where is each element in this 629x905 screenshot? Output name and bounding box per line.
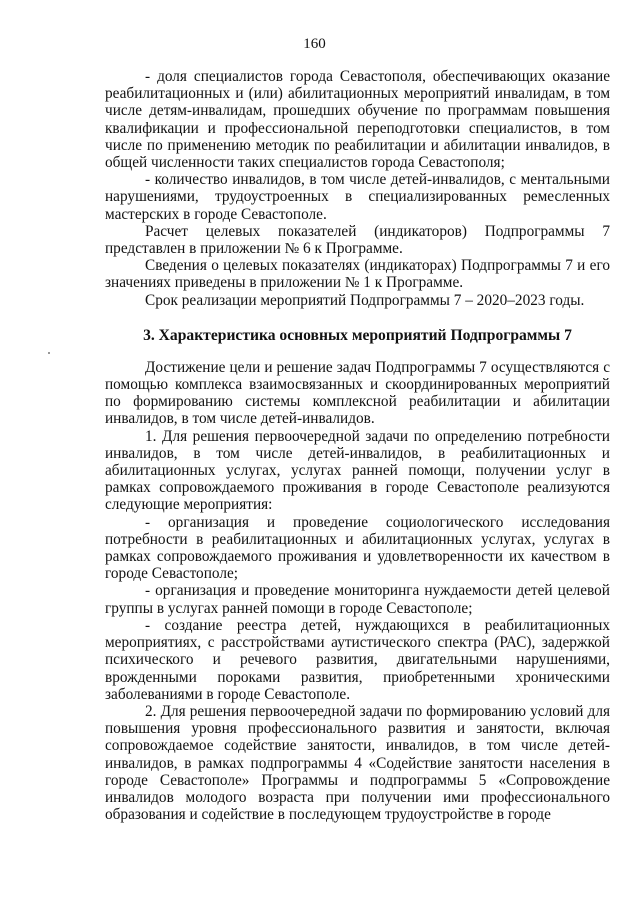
page-body xyxy=(105,68,610,823)
paragraph: - организация и проведение социологического исследования потребности в реабилитационных и абилитационных услугах, услугах в рамках сопровождаемого проживания и удовлетворенности их качеством в городе Севастополе; xyxy=(105,513,610,583)
paragraph: - организация и проведение мониторинга нуждаемости детей целевой группы в услугах ранней помощи в городе Севастополе; xyxy=(105,582,610,617)
page-number: 160 xyxy=(303,36,326,52)
paragraph: 1. Для решения первоочередной задачи по определению потребности инвалидов, в том числе детей-инвалидов, в реабилитационных и абилитационных услугах, услугах ранней помощи, получении услуг в рамках сопровождаемого проживания в городе Севастополе реализуются следующие мероприятия: xyxy=(105,427,610,514)
paragraph: Срок реализации мероприятий Подпрограммы 7 – 2020–2023 годы. xyxy=(145,291,585,309)
section-heading: 3. Характеристика основных мероприятий Подпрограммы 7 xyxy=(143,326,572,344)
paragraph: Сведения о целевых показателях (индикаторах) Подпрограммы 7 и его значениях приведены в приложении № 1 к Программе. xyxy=(105,257,610,292)
paragraph: - количество инвалидов, в том числе детей-инвалидов, с ментальными нарушениями, трудоустроенных в специализированных ремесленных мастерских в городе Севастополе. xyxy=(105,171,610,223)
paragraph: Достижение цели и решение задач Подпрограммы 7 осуществляются с помощью комплекса взаимосвязанных и скоординированных мероприятий по формированию системы комплексной реабилитации и абилитации инвалидов, в том числе детей-инвалидов. xyxy=(105,358,610,428)
paragraph: Расчет целевых показателей (индикаторов) Подпрограммы 7 представлен в приложении № 6 к Программе. xyxy=(105,222,610,258)
margin-mark xyxy=(48,352,50,354)
paragraph: - создание реестра детей, нуждающихся в реабилитационных мероприятиях, с расстройствами аутистического спектра (РАС), задержкой психического и речевого развития, двигательными нарушениями, врожденными пороками развития, приобретенными хроническими заболеваниями в городе Севастополе. xyxy=(105,616,610,703)
paragraph: 2. Для решения первоочередной задачи по формированию условий для повышения уровня профессионального развития и занятости, включая сопровождаемое содействие занятости, инвалидов, в том числе детей-инвалидов, в рамках подпрограммы 4 «Содействие занятости населения в городе Севастополе» Программы и подпрограммы 5 «Сопровождение инвалидов молодого возраста при получении ими профессионального образования и содействие в последующем трудоустройстве в городе xyxy=(105,702,610,824)
paragraph: - доля специалистов города Севастополя, обеспечивающих оказание реабилитационных и (или) абилитационных мероприятий инвалидам, в том числе детям-инвалидам, прошедших обучение по программам повышения квалификации и профессиональной переподготовки специалистов, в том числе по применению методик по реабилитации и абилитации инвалидов, в общей численности таких специалистов города Севастополя; xyxy=(105,68,610,172)
